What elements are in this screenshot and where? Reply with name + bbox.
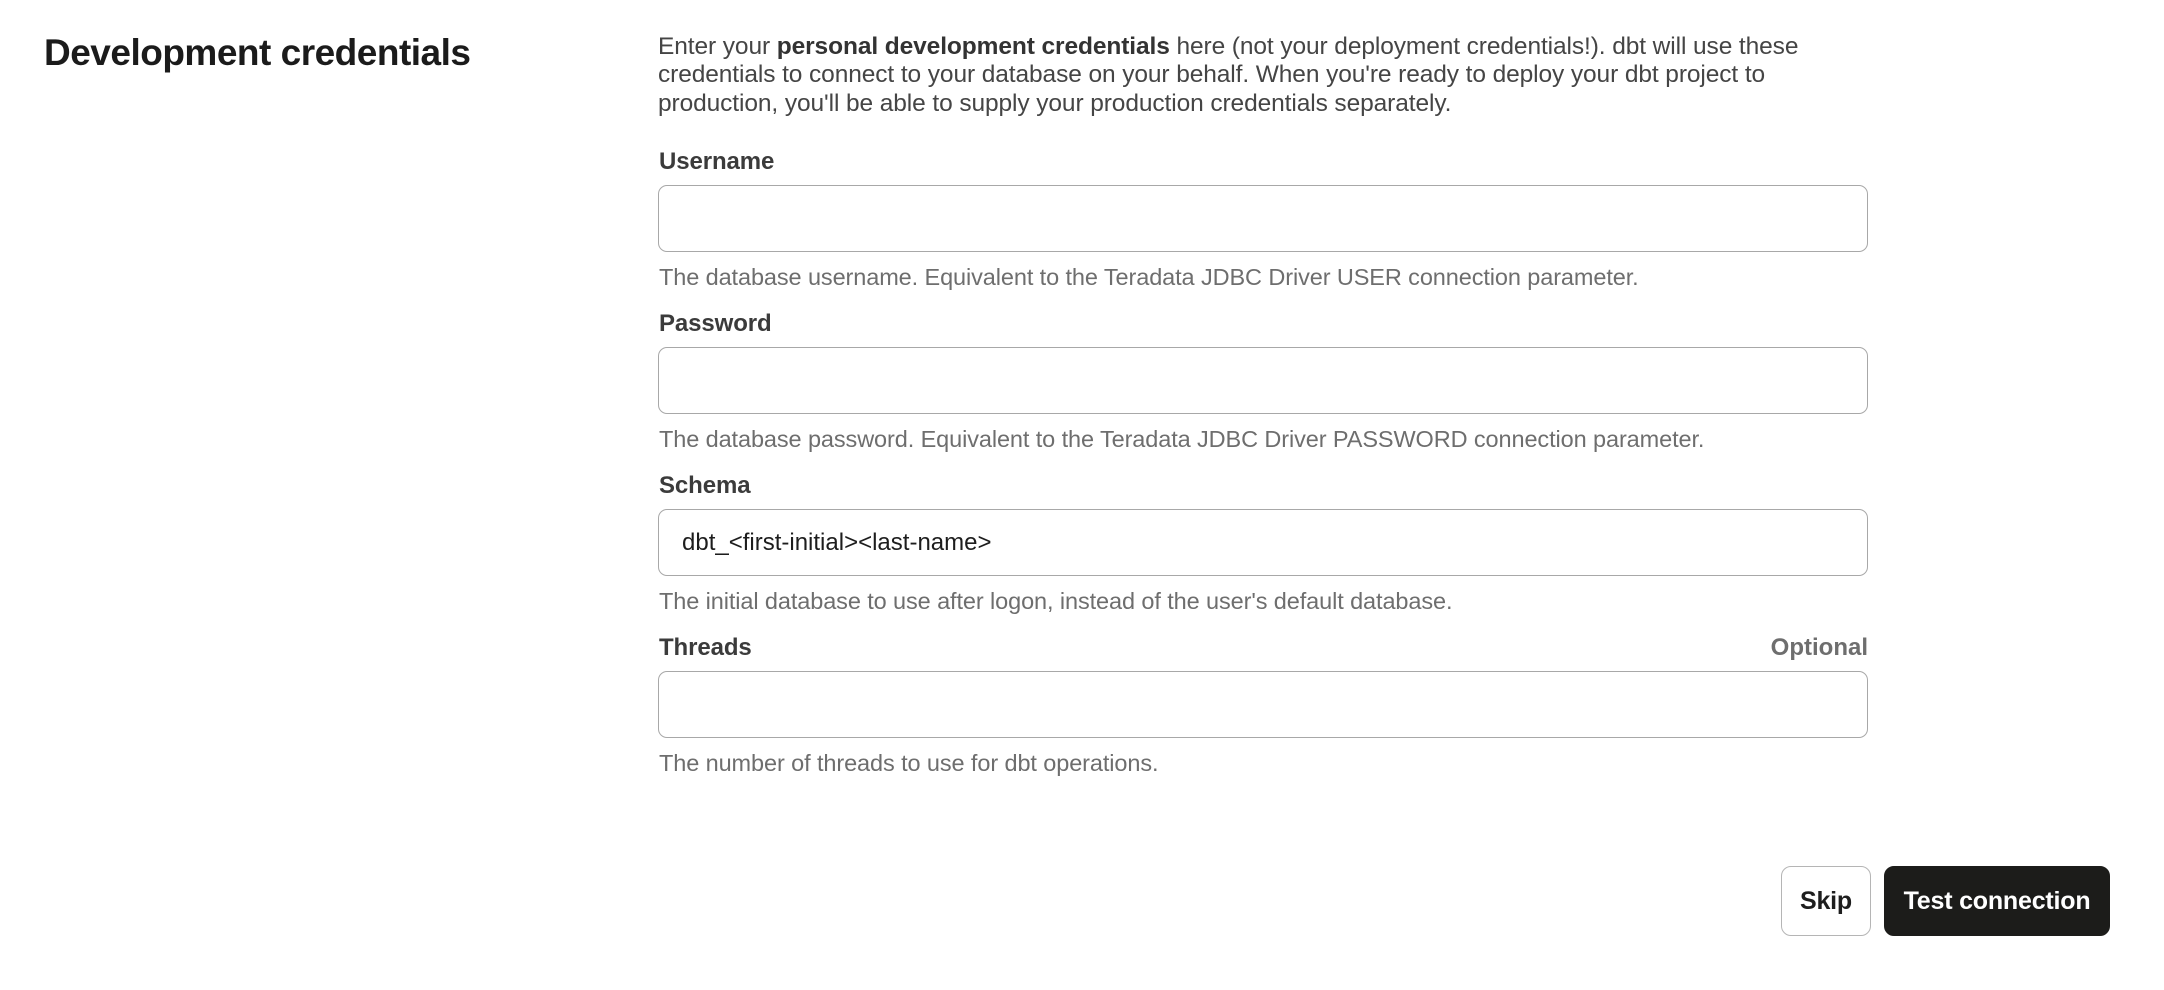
password-input[interactable] (658, 347, 1868, 414)
skip-button[interactable]: Skip (1781, 866, 1871, 936)
schema-help-text: The initial database to use after logon, instead of the user's default database. (659, 588, 1453, 614)
description-text-emphasis: personal development credentials (776, 33, 1170, 60)
description-text-end: here (not your deployment credentials!). dbt will use these credentials to connect to your database on your behalf. When you're ready to deploy your dbt project to production, you'll be able to supply your production credentials separately. (658, 33, 1799, 117)
username-label: Username (659, 148, 775, 175)
description-text-start: Enter your (658, 33, 777, 60)
password-help-text: The database password. Equivalent to the Teradata JDBC Driver PASSWORD connection parameter. (659, 426, 1705, 452)
credentials-form (658, 0, 1868, 990)
schema-label: Schema (659, 472, 751, 499)
threads-help-text: The number of threads to use for dbt operations. (659, 750, 1159, 776)
threads-label: Threads (659, 634, 752, 661)
page-description (658, 33, 1838, 118)
threads-optional-badge: Optional (1770, 634, 1868, 661)
threads-input[interactable] (658, 671, 1868, 738)
test-connection-button[interactable]: Test connection (1884, 866, 2110, 936)
username-help-text: The database username. Equivalent to the Teradata JDBC Driver USER connection parameter. (659, 264, 1639, 290)
password-label: Password (659, 310, 772, 337)
username-input[interactable] (658, 185, 1868, 252)
page-title: Development credentials (44, 32, 471, 73)
schema-input[interactable] (658, 509, 1868, 576)
